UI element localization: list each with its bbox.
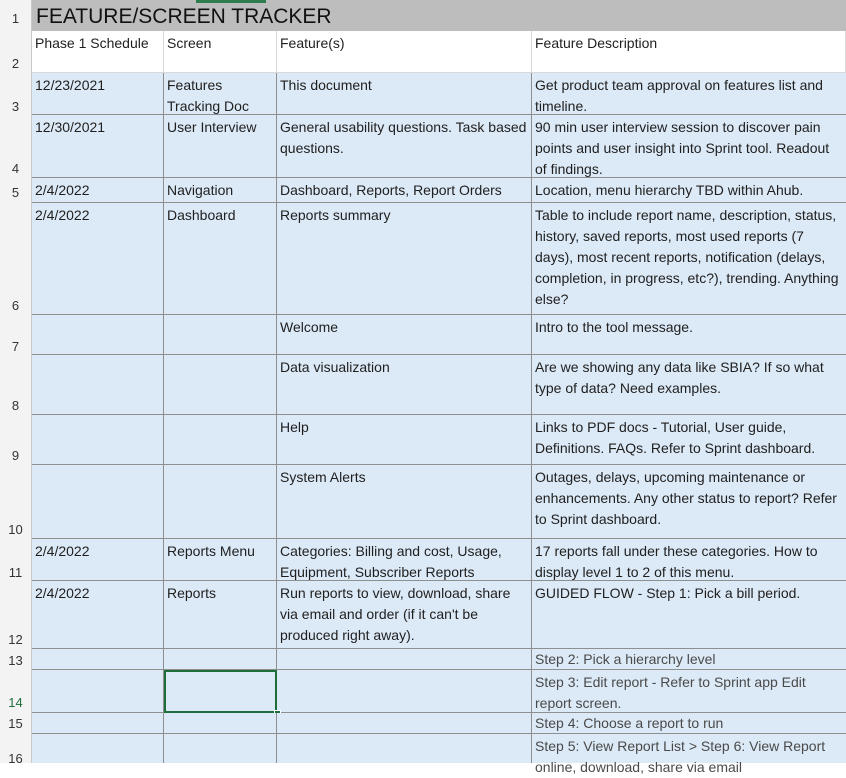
row-number[interactable]: 7 [11,339,20,354]
cell-date[interactable] [32,315,164,355]
row-number[interactable]: 8 [11,398,20,413]
cell-feature[interactable]: General usability questions. Task based questions. [277,115,532,178]
cell-screen[interactable]: Features Tracking Doc [164,73,277,115]
cell-date[interactable]: 2/4/2022 [32,539,164,581]
cell-feature[interactable]: Reports summary [277,203,532,315]
cell-date[interactable] [32,355,164,415]
row-number[interactable]: 10 [8,522,23,537]
table-row [32,581,846,649]
cell-description[interactable]: 17 reports fall under these categories. How to display level 1 to 2 of this menu. [532,539,846,581]
row-number[interactable]: 2 [11,56,20,71]
cell-feature[interactable]: Dashboard, Reports, Report Orders [277,178,532,203]
row-number[interactable]: 15 [8,716,23,731]
selection-column-indicator [196,0,266,3]
cell-feature[interactable]: System Alerts [277,465,532,539]
cell-screen[interactable]: Reports Menu [164,539,277,581]
header-phase-schedule[interactable]: Phase 1 Schedule [32,31,164,73]
cell-description[interactable]: Get product team approval on features list and timeline. [532,73,846,115]
row-number[interactable]: 5 [11,185,20,200]
table-row [32,465,846,539]
cell-screen[interactable] [164,649,277,670]
cell-date[interactable]: 12/30/2021 [32,115,164,178]
cell-date[interactable] [32,415,164,465]
table-row [32,539,846,581]
row-number[interactable]: 9 [11,448,20,463]
cell-description[interactable]: Step 2: Pick a hierarchy level [532,649,846,670]
cell-screen[interactable] [164,713,277,734]
cell-date[interactable] [32,670,164,713]
cell-date[interactable] [32,649,164,670]
table-row [32,178,846,203]
cell-date[interactable] [32,465,164,539]
cell-screen[interactable]: User Interview [164,115,277,178]
cell-feature[interactable]: Run reports to view, download, share via email and order (if it can't be produced right away). [277,581,532,649]
cell-date[interactable] [32,713,164,734]
header-features[interactable]: Feature(s) [277,31,532,73]
header-feature-description[interactable]: Feature Description [532,31,846,73]
table-row [32,415,846,465]
header-row [32,31,846,73]
cell-screen[interactable] [164,415,277,465]
cell-screen[interactable] [164,315,277,355]
row-number-gutter [0,0,32,766]
table-row [32,670,846,713]
cell-date[interactable]: 2/4/2022 [32,203,164,315]
cell-description[interactable]: Step 5: View Report List > Step 6: View Report online, download, share via email [532,734,846,763]
cell-description[interactable]: Step 4: Choose a report to run [532,713,846,734]
cell-date[interactable]: 2/4/2022 [32,178,164,203]
table-row [32,734,846,775]
cell-feature[interactable]: Categories: Billing and cost, Usage, Equipment, Subscriber Reports [277,539,532,581]
cell-screen[interactable]: Dashboard [164,203,277,315]
table-row [32,73,846,115]
cell-screen[interactable] [164,465,277,539]
cell-description[interactable]: Are we showing any data like SBIA? If so what type of data? Need examples. [532,355,846,415]
selected-cell[interactable] [164,670,277,713]
row-number[interactable]: 3 [11,99,20,114]
table-row [32,203,846,315]
table-row [32,649,846,670]
cell-feature[interactable] [277,734,532,763]
cell-description[interactable]: 90 min user interview session to discover pain points and user insight into Sprint tool. Readout of findings. [532,115,846,178]
row-number[interactable]: 6 [11,298,20,313]
cell-feature[interactable]: Data visualization [277,355,532,415]
header-screen[interactable]: Screen [164,31,277,73]
cell-feature[interactable] [277,649,532,670]
cell-description[interactable]: Location, menu hierarchy TBD within Ahub. [532,178,846,203]
cell-screen[interactable] [164,355,277,415]
row-number[interactable]: 12 [8,632,23,647]
cell-description[interactable]: Links to PDF docs - Tutorial, User guide, Definitions. FAQs. Refer to Sprint dashboard. [532,415,846,465]
row-number[interactable]: 13 [8,653,23,668]
cell-screen[interactable]: Navigation [164,178,277,203]
cell-description[interactable]: Intro to the tool message. [532,315,846,355]
cell-feature[interactable]: Welcome [277,315,532,355]
cell-date[interactable]: 2/4/2022 [32,581,164,649]
cell-date[interactable] [32,734,164,763]
row-number[interactable]: 11 [8,565,23,580]
cell-screen[interactable]: Reports [164,581,277,649]
row-number[interactable]: 14 [8,695,23,710]
cell-description[interactable]: Table to include report name, description, status, history, saved reports, most used reports (7 days), most recent reports, notification (delays, completion, in progress, etc?), trending. Anything else? [532,203,846,315]
cell-feature[interactable]: This document [277,73,532,115]
cell-description[interactable]: Outages, delays, upcoming maintenance or enhancements. Any other status to report? Refer to Sprint dashboard. [532,465,846,539]
row-number[interactable]: 4 [11,161,20,176]
cell-feature[interactable] [277,670,532,713]
table-row [32,315,846,355]
row-number[interactable]: 1 [11,11,20,26]
cell-description[interactable]: Step 3: Edit report - Refer to Sprint app Edit report screen. [532,670,846,713]
table-row [32,355,846,415]
cell-screen[interactable] [164,734,277,763]
table-row [32,115,846,178]
cell-description[interactable]: GUIDED FLOW - Step 1: Pick a bill period. [532,581,846,649]
cell-feature[interactable]: Help [277,415,532,465]
cell-feature[interactable] [277,713,532,734]
row-number[interactable]: 16 [8,751,23,766]
cell-date[interactable]: 12/23/2021 [32,73,164,115]
table-row [32,713,846,734]
sheet-title[interactable]: FEATURE/SCREEN TRACKER [36,5,332,28]
